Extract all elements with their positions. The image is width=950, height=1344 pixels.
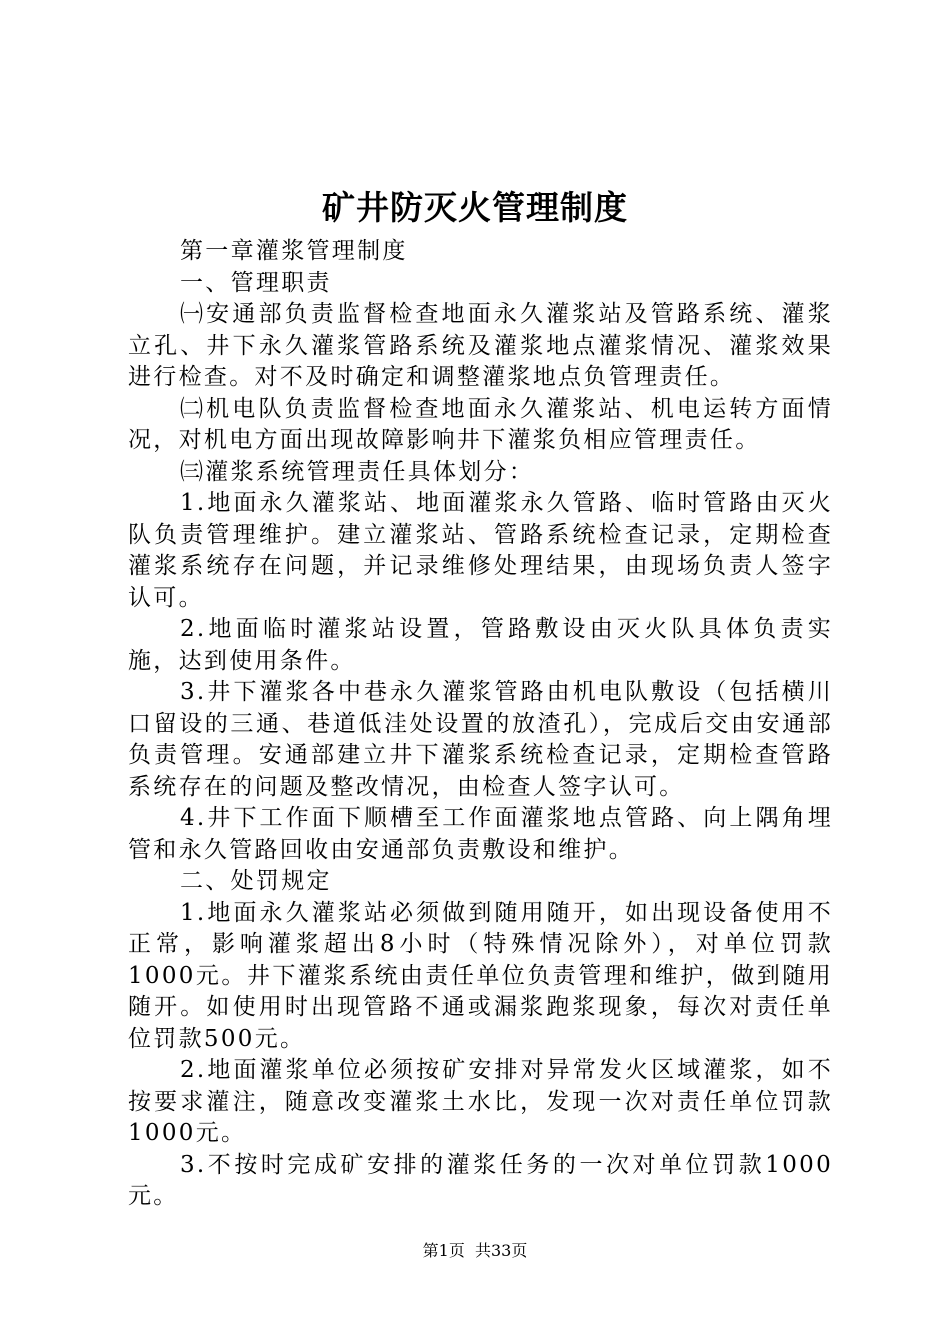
paragraph: ㈠安通部负责监督检查地面永久灌浆站及管路系统、灌浆立孔、井下永久灌浆管路系统及灌浆地点灌浆情况、灌浆效果进行检查。对不及时确定和调整灌浆地点负管理责任。 [128, 301, 833, 390]
paragraph: 3.不按时完成矿安排的灌浆任务的一次对单位罚款1000元。 [128, 1151, 833, 1209]
paragraph: ㈡机电队负责监督检查地面永久灌浆站、机电运转方面情况，对机电方面出现故障影响井下灌浆负相应管理责任。 [128, 395, 833, 453]
document-title: 矿井防灭火管理制度 [322, 188, 628, 227]
document-body [128, 236, 833, 1213]
page-footer [0, 1240, 950, 1262]
paragraph: 2.地面临时灌浆站设置，管路敷设由灭火队具体负责实施，达到使用条件。 [128, 616, 833, 674]
paragraph: 2.地面灌浆单位必须按矿安排对异常发火区域灌浆，如不按要求灌注，随意改变灌浆土水比，发现一次对责任单位罚款1000元。 [128, 1057, 833, 1146]
paragraph: ㈢灌浆系统管理责任具体划分： [180, 458, 535, 485]
paragraph: 4.井下工作面下顺槽至工作面灌浆地点管路、向上隅角埋管和永久管路回收由安通部负责敷设和维护。 [128, 805, 833, 863]
paragraph: 3.井下灌浆各中巷永久灌浆管路由机电队敷设（包括横川口留设的三通、巷道低洼处设置的放渣孔），完成后交由安通部负责管理。安通部建立井下灌浆系统检查记录，定期检查管路系统存在的问题及整改情况，由检查人签字认可。 [128, 679, 833, 800]
paragraph: 1.地面永久灌浆站、地面灌浆永久管路、临时管路由灭火队负责管理维护。建立灌浆站、管路系统检查记录，定期检查灌浆系统存在问题，并记录维修处理结果，由现场负责人签字认可。 [128, 490, 833, 611]
section-heading-responsibilities: 一、管理职责 [180, 269, 332, 296]
paragraph: 1.地面永久灌浆站必须做到随用随开，如出现设备使用不正常，影响灌浆超出8小时（特殊情况除外），对单位罚款1000元。井下灌浆系统由责任单位负责管理和维护，做到随用随开。如使用时出现管路不通或漏浆跑浆现象，每次对责任单位罚款500元。 [128, 899, 833, 1052]
chapter-heading: 第一章灌浆管理制度 [180, 238, 408, 264]
page-number: 第1页 共33页 [422, 1241, 528, 1260]
section-heading-penalties: 二、处罚规定 [180, 868, 332, 894]
